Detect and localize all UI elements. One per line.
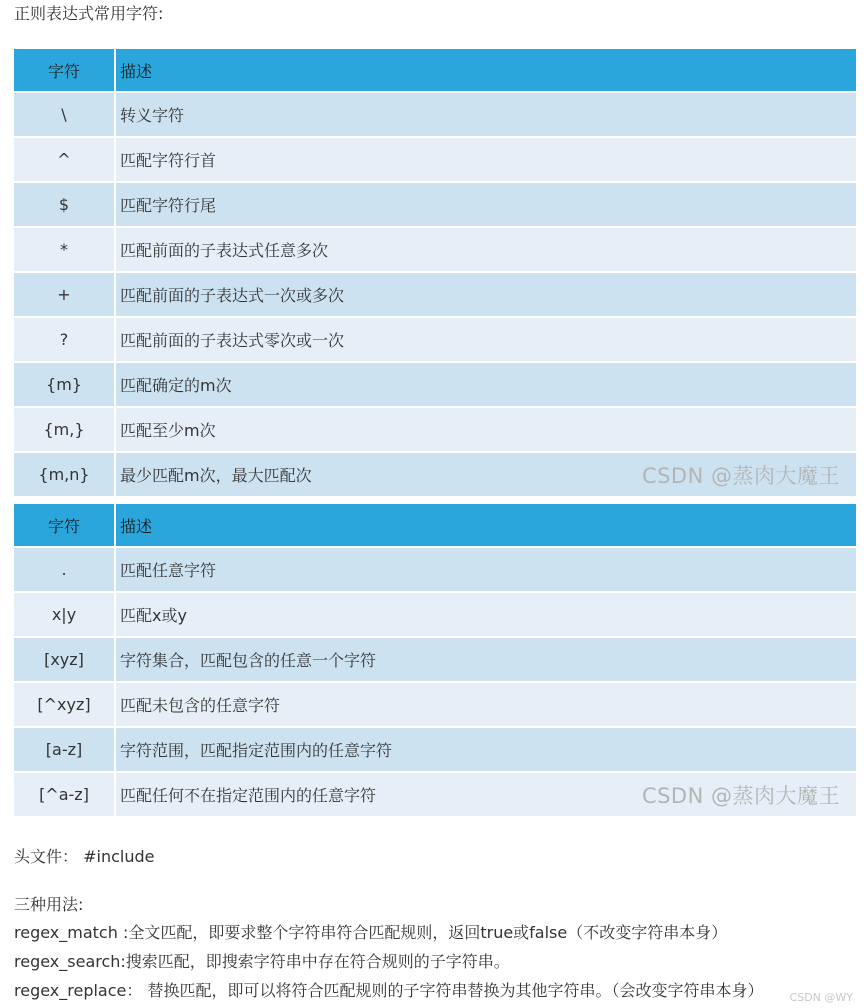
table-row bbox=[14, 547, 856, 592]
table-row bbox=[14, 637, 856, 682]
row-char: {m,} bbox=[14, 407, 115, 452]
row-char: [^xyz] bbox=[14, 682, 115, 727]
table-row bbox=[14, 227, 856, 272]
table-row bbox=[14, 407, 856, 452]
row-desc: 匹配前面的子表达式任意多次 bbox=[115, 227, 856, 272]
row-desc: 匹配未包含的任意字符 bbox=[115, 682, 856, 727]
table-row bbox=[14, 682, 856, 727]
row-char: x|y bbox=[14, 592, 115, 637]
table-header-row bbox=[14, 504, 856, 547]
row-desc: 匹配前面的子表达式零次或一次 bbox=[115, 317, 856, 362]
header-desc: 描述 bbox=[115, 504, 856, 547]
table-row bbox=[14, 272, 856, 317]
table-row bbox=[14, 182, 856, 227]
row-char: [a-z] bbox=[14, 727, 115, 772]
table-row bbox=[14, 92, 856, 137]
row-desc: 匹配字符行尾 bbox=[115, 182, 856, 227]
row-desc: 匹配前面的子表达式一次或多次 bbox=[115, 272, 856, 317]
row-desc: 匹配任何不在指定范围内的任意字符 bbox=[120, 786, 377, 805]
row-desc: 匹配确定的m次 bbox=[115, 362, 856, 407]
intro-text: 正则表达式常用字符: bbox=[14, 4, 164, 23]
table-row bbox=[14, 452, 856, 497]
row-char: ^ bbox=[14, 137, 115, 182]
table-row bbox=[14, 727, 856, 772]
row-char: {m} bbox=[14, 362, 115, 407]
row-desc: 匹配x或y bbox=[115, 592, 856, 637]
row-char: [xyz] bbox=[14, 637, 115, 682]
table-row bbox=[14, 362, 856, 407]
header-char: 字符 bbox=[14, 504, 115, 547]
row-desc: 字符集合，匹配包含的任意一个字符 bbox=[115, 637, 856, 682]
regex-table-sets bbox=[14, 504, 856, 818]
header-char: 字符 bbox=[14, 49, 115, 92]
csdn-watermark: CSDN @蒸肉大魔王 bbox=[641, 783, 840, 808]
usage-title: 三种用法: bbox=[14, 895, 84, 914]
row-char: $ bbox=[14, 182, 115, 227]
row-desc: 匹配至少m次 bbox=[115, 407, 856, 452]
usage-regex-replace: regex_replace： 替换匹配，即可以将符合匹配规则的子字符串替换为其他字符串。（会改变字符串本身） bbox=[14, 981, 764, 1000]
row-desc: 转义字符 bbox=[115, 92, 856, 137]
table-header-row bbox=[14, 49, 856, 92]
row-desc: 匹配字符行首 bbox=[115, 137, 856, 182]
row-desc: 匹配任意字符 bbox=[115, 547, 856, 592]
row-char: \ bbox=[14, 92, 115, 137]
row-char: + bbox=[14, 272, 115, 317]
usage-regex-match: regex_match :全文匹配，即要求整个字符串符合匹配规则，返回true或false（不改变字符串本身） bbox=[14, 923, 728, 942]
header-file-line: 头文件： #include bbox=[14, 847, 155, 866]
corner-watermark: CSDN @WY bbox=[789, 991, 853, 1004]
row-char: . bbox=[14, 547, 115, 592]
csdn-watermark: CSDN @蒸肉大魔王 bbox=[641, 463, 840, 488]
row-desc: 字符范围，匹配指定范围内的任意字符 bbox=[115, 727, 856, 772]
table-row bbox=[14, 592, 856, 637]
row-char: {m,n} bbox=[14, 452, 115, 497]
header-desc: 描述 bbox=[115, 49, 856, 92]
row-char: [^a-z] bbox=[14, 772, 115, 817]
table-row bbox=[14, 772, 856, 817]
row-char: ? bbox=[14, 317, 115, 362]
table-row bbox=[14, 137, 856, 182]
row-desc: 最少匹配m次，最大匹配次 bbox=[120, 466, 312, 485]
usage-regex-search: regex_search:搜索匹配，即搜索字符串中存在符合规则的子字符串。 bbox=[14, 952, 510, 971]
row-desc-with-watermark bbox=[115, 772, 856, 817]
table-row bbox=[14, 317, 856, 362]
row-char: * bbox=[14, 227, 115, 272]
regex-table-basic bbox=[14, 49, 856, 498]
row-desc-with-watermark bbox=[115, 452, 856, 497]
